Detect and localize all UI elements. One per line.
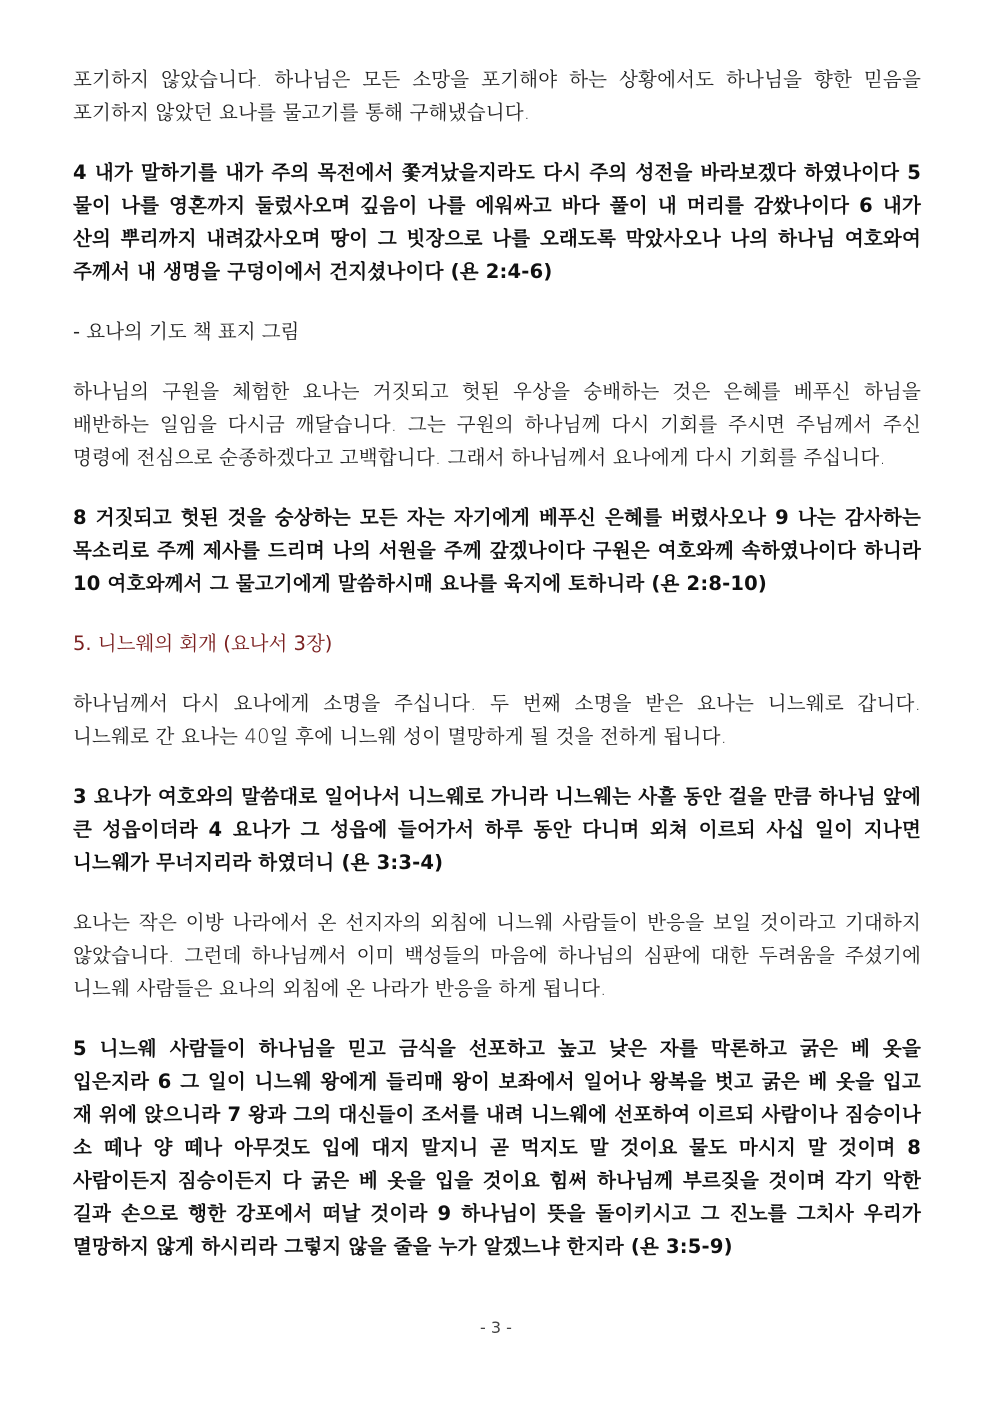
document-page <box>73 63 921 1263</box>
page-number: - 3 - <box>480 1318 512 1337</box>
paragraph-jonah-rescued: 포기하지 않았습니다. 하나님은 모든 소망을 포기해야 하는 상황에서도 하나님을 향한 믿음을 포기하지 않았던 요나를 물고기를 통해 구해냈습니다. <box>73 68 921 124</box>
paragraph-jonah-repents: 하나님의 구원을 체험한 요나는 거짓되고 헛된 우상을 숭배하는 것은 은혜를 베푸신 하님을 배반하는 일임을 다시금 깨달습니다. 그는 구원의 하나님께 다시 기회를 주시면 주님께서 주신 명령에 전심으로 순종하겠다고 고백합니다. 그래서 하나님께서 요나에게 다시 기회를 주십니다. <box>73 380 921 469</box>
paragraph-gap <box>73 129 921 156</box>
verse-jonah-2-4-6: 4 내가 말하기를 내가 주의 목전에서 쫓겨났을지라도 다시 주의 성전을 바라보겠다 하였나이다 5 물이 나를 영혼까지 둘렀사오며 깊음이 나를 에워싸고 바다 풀이 내 머리를 감쌌나이다 6 내가 산의 뿌리까지 내려갔사오며 땅이 그 빗장으로 나를 오래도록 막았사오나 나의 하나님 여호와여 주께서 내 생명을 구덩이에서 건지셨나이다 (욘 2:4-6) <box>73 161 921 283</box>
image-caption: - 요나의 기도 책 표지 그림 <box>73 320 300 343</box>
verse-jonah-3-5-9: 5 니느웨 사람들이 하나님을 믿고 금식을 선포하고 높고 낮은 자를 막론하고 굵은 베 옷을 입은지라 6 그 일이 니느웨 왕에게 들리매 왕이 보좌에서 일어나 왕복을 벗고 굵은 베 옷을 입고 재 위에 앉으니라 7 왕과 그의 대신들이 조서를 내려 니느웨에 선포하여 이르되 사람이나 짐승이나 소 떼나 양 떼나 아무것도 입에 대지 말지니 곧 먹지도 말 것이요 물도 마시지 말 것이며 8 사람이든지 짐승이든지 다 굵은 베 옷을 입을 것이요 힘써 하나님께 부르짖을 것이며 각기 악한 길과 손으로 행한 강포에서 떠날 것이라 9 하나님이 뜻을 돌이키시고 그 진노를 그치사 우리가 멸망하지 않게 하시리라 그렇지 않을 줄을 누가 알겠느냐 한지라 (욘 3:5-9) <box>73 1037 921 1258</box>
paragraph-gap <box>73 1005 921 1032</box>
paragraph-gap <box>73 753 921 780</box>
paragraph-gap <box>73 474 921 501</box>
paragraph-nineveh-responds: 요나는 작은 이방 나라에서 온 선지자의 외침에 니느웨 사람들이 반응을 보일 것이라고 기대하지 않았습니다. 그런데 하나님께서 이미 백성들의 마음에 하나님의 심판에 대한 두려움을 주셨기에 니느웨 사람들은 요나의 외침에 온 나라가 반응을 하게 됩니다. <box>73 911 921 1000</box>
paragraph-gap <box>73 348 921 375</box>
section-heading-ninevehs-repentance: 5. 니느웨의 회개 (요나서 3장) <box>73 632 333 655</box>
paragraph-gap <box>73 879 921 906</box>
verse-jonah-2-8-10: 8 거짓되고 헛된 것을 숭상하는 모든 자는 자기에게 베푸신 은혜를 버렸사오나 9 나는 감사하는 목소리로 주께 제사를 드리며 나의 서원을 주께 갚겠나이다 구원은 여호와께 속하였나이다 하니라 10 여호와께서 그 물고기에게 말씀하시매 요나를 육지에 토하니라 (욘 2:8-10) <box>73 506 921 595</box>
paragraph-second-calling: 하나님께서 다시 요나에게 소명을 주십니다. 두 번째 소명을 받은 요나는 니느웨로 갑니다. 니느웨로 간 요나는 40일 후에 니느웨 성이 멸망하게 될 것을 전하게 됩니다. <box>73 692 921 748</box>
paragraph-gap <box>73 600 921 627</box>
paragraph-gap <box>73 660 921 687</box>
verse-jonah-3-3-4: 3 요나가 여호와의 말씀대로 일어나서 니느웨로 가니라 니느웨는 사흘 동안 걸을 만큼 하나님 앞에 큰 성읍이더라 4 요나가 그 성읍에 들어가서 하루 동안 다니며 외쳐 이르되 사십 일이 지나면 니느웨가 무너지리라 하였더니 (욘 3:3-4) <box>73 785 921 874</box>
paragraph-gap <box>73 288 921 315</box>
